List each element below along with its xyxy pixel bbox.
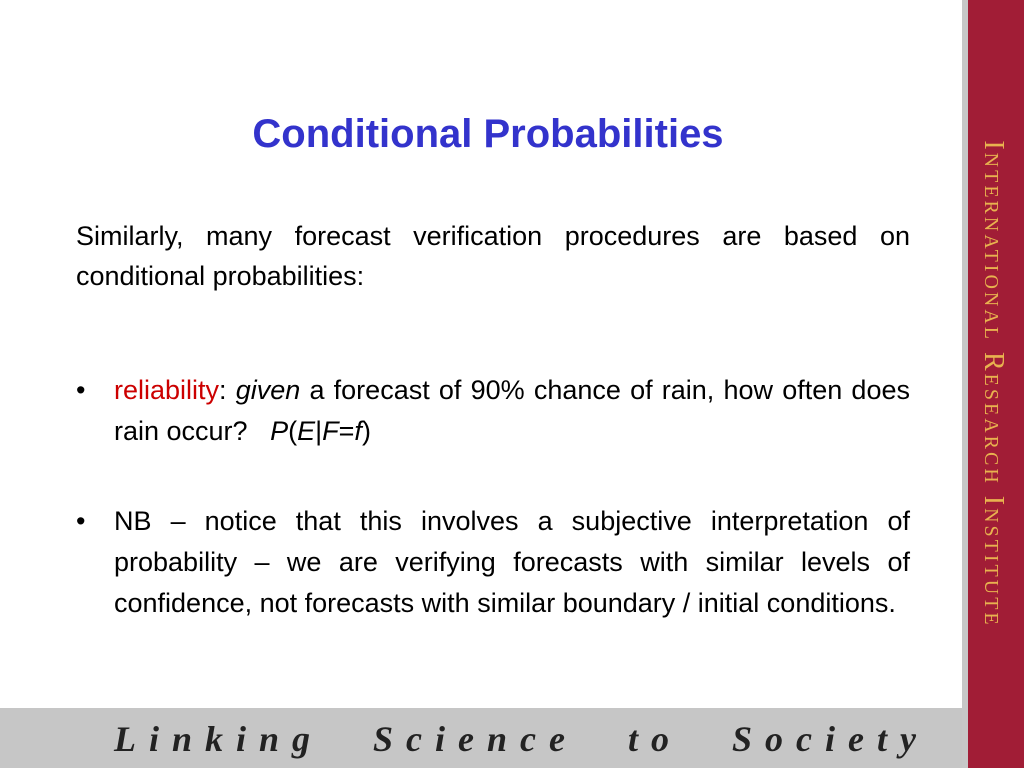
formula-e: E xyxy=(297,416,316,446)
bullet-marker: • xyxy=(76,375,86,405)
formula xyxy=(270,416,371,446)
intro-paragraph: Similarly, many forecast verification procedures are based on conditional probabilities: xyxy=(76,221,910,291)
formula-bar: | xyxy=(315,416,323,446)
term-reliability: reliability xyxy=(114,375,220,405)
formula-p: P xyxy=(270,416,289,446)
formula-eq: = xyxy=(338,416,355,446)
formula-close: ) xyxy=(361,416,371,446)
formula-f-lower: f xyxy=(354,416,362,446)
footer-tagline: Linking Science to Society xyxy=(114,719,929,759)
formula-f-upper: F xyxy=(322,416,339,446)
bullet-reliability xyxy=(76,370,910,452)
bullet-text: NB – notice that this involves a subjective interpretation of probability – we are verifying forecasts with similar levels of confidence, not forecasts with similar boundary / initial conditions. xyxy=(114,506,910,618)
bullet-body: a forecast of 90% chance of rain, how often does rain occur? xyxy=(114,375,910,446)
bullet-marker: • xyxy=(76,506,86,536)
side-banner-text: International Research Institute xyxy=(978,140,1009,628)
bullet-text xyxy=(114,370,910,452)
term-colon: : xyxy=(219,375,236,405)
slide-title: Conditional Probabilities xyxy=(252,112,724,156)
bullet-nb xyxy=(76,501,910,624)
formula-open: ( xyxy=(288,416,298,446)
given-word: given xyxy=(235,375,301,405)
